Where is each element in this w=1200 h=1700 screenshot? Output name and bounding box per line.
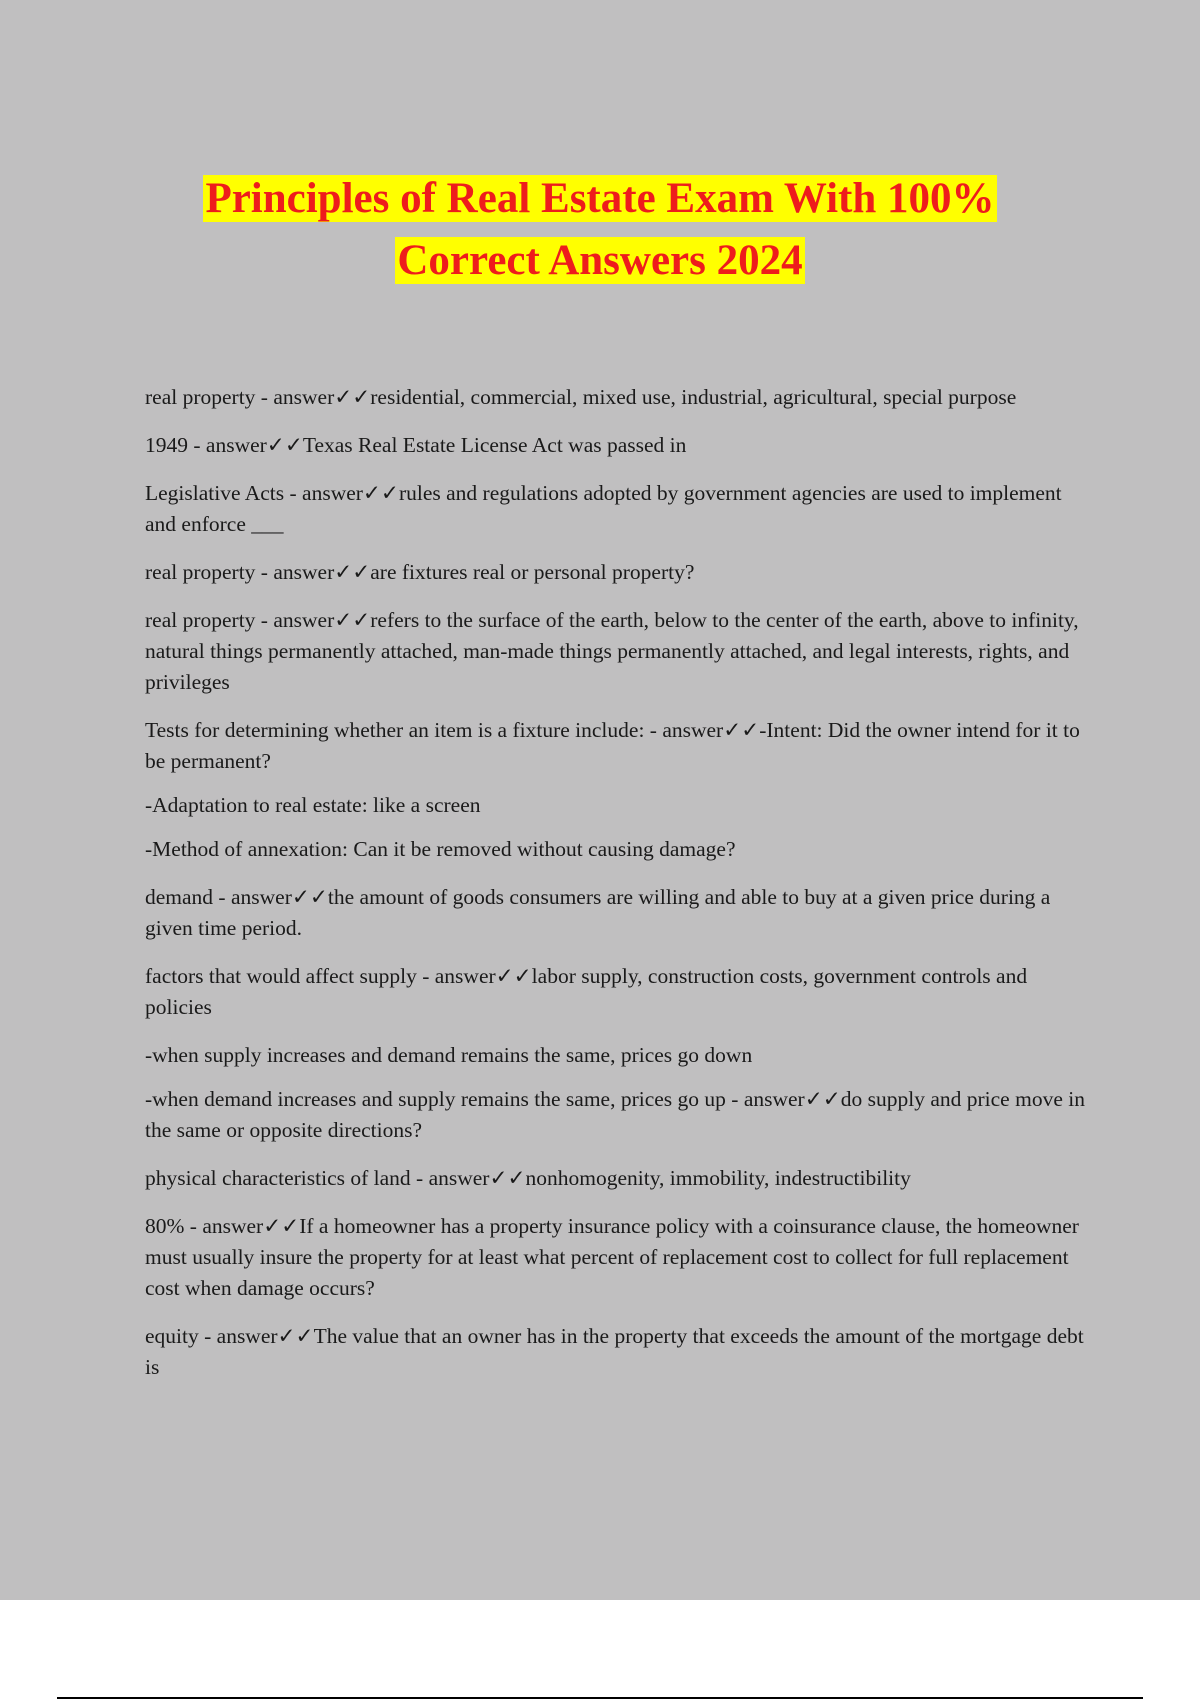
- qa-entry: real property - answer✓✓residential, commercial, mixed use, industrial, agricultural, special purpose: [145, 385, 1017, 409]
- qa-entry: physical characteristics of land - answer✓✓nonhomogenity, immobility, indestructibility: [145, 1166, 911, 1190]
- qa-entry: -when demand increases and supply remains the same, prices go up - answer✓✓do supply and price move in the same or opposite directions?: [145, 1087, 1085, 1142]
- qa-entry: -when supply increases and demand remains the same, prices go down: [145, 1043, 753, 1067]
- qa-entry: real property - answer✓✓refers to the surface of the earth, below to the center of the earth, above to infinity, natural things permanently attached, man-made things permanently attached, and legal interests, rights, and privileges: [145, 608, 1079, 694]
- qa-entry: Tests for determining whether an item is a fixture include: - answer✓✓-Intent: Did the owner intend for it to be permanent?: [145, 718, 1080, 773]
- page-divider: [57, 1697, 1143, 1699]
- qa-entry: -Method of annexation: Can it be removed without causing damage?: [145, 837, 736, 861]
- qa-entry: real property - answer✓✓are fixtures real or personal property?: [145, 560, 695, 584]
- qa-entry: demand - answer✓✓the amount of goods consumers are willing and able to buy at a given price during a given time period.: [145, 885, 1051, 940]
- qa-entry: -Adaptation to real estate: like a screen: [145, 793, 481, 817]
- qa-entry: equity - answer✓✓The value that an owner has in the property that exceeds the amount of the mortgage debt is: [145, 1324, 1084, 1379]
- qa-entry: factors that would affect supply - answer✓✓labor supply, construction costs, government controls and policies: [145, 964, 1028, 1019]
- title-line-2: Correct Answers 2024: [397, 237, 803, 284]
- qa-entry: 1949 - answer✓✓Texas Real Estate License Act was passed in: [145, 433, 687, 457]
- title-line-1: Principles of Real Estate Exam With 100%: [205, 175, 995, 222]
- document-title: [0, 168, 1200, 292]
- qa-entry: Legislative Acts - answer✓✓rules and regulations adopted by government agencies are used to implement and enforce ___: [145, 481, 1062, 536]
- qa-entry: 80% - answer✓✓If a homeowner has a property insurance policy with a coinsurance clause, the homeowner must usually insure the property for at least what percent of replacement cost to collect for full replacement cost when damage occurs?: [145, 1214, 1079, 1300]
- qa-list: [145, 382, 1095, 1400]
